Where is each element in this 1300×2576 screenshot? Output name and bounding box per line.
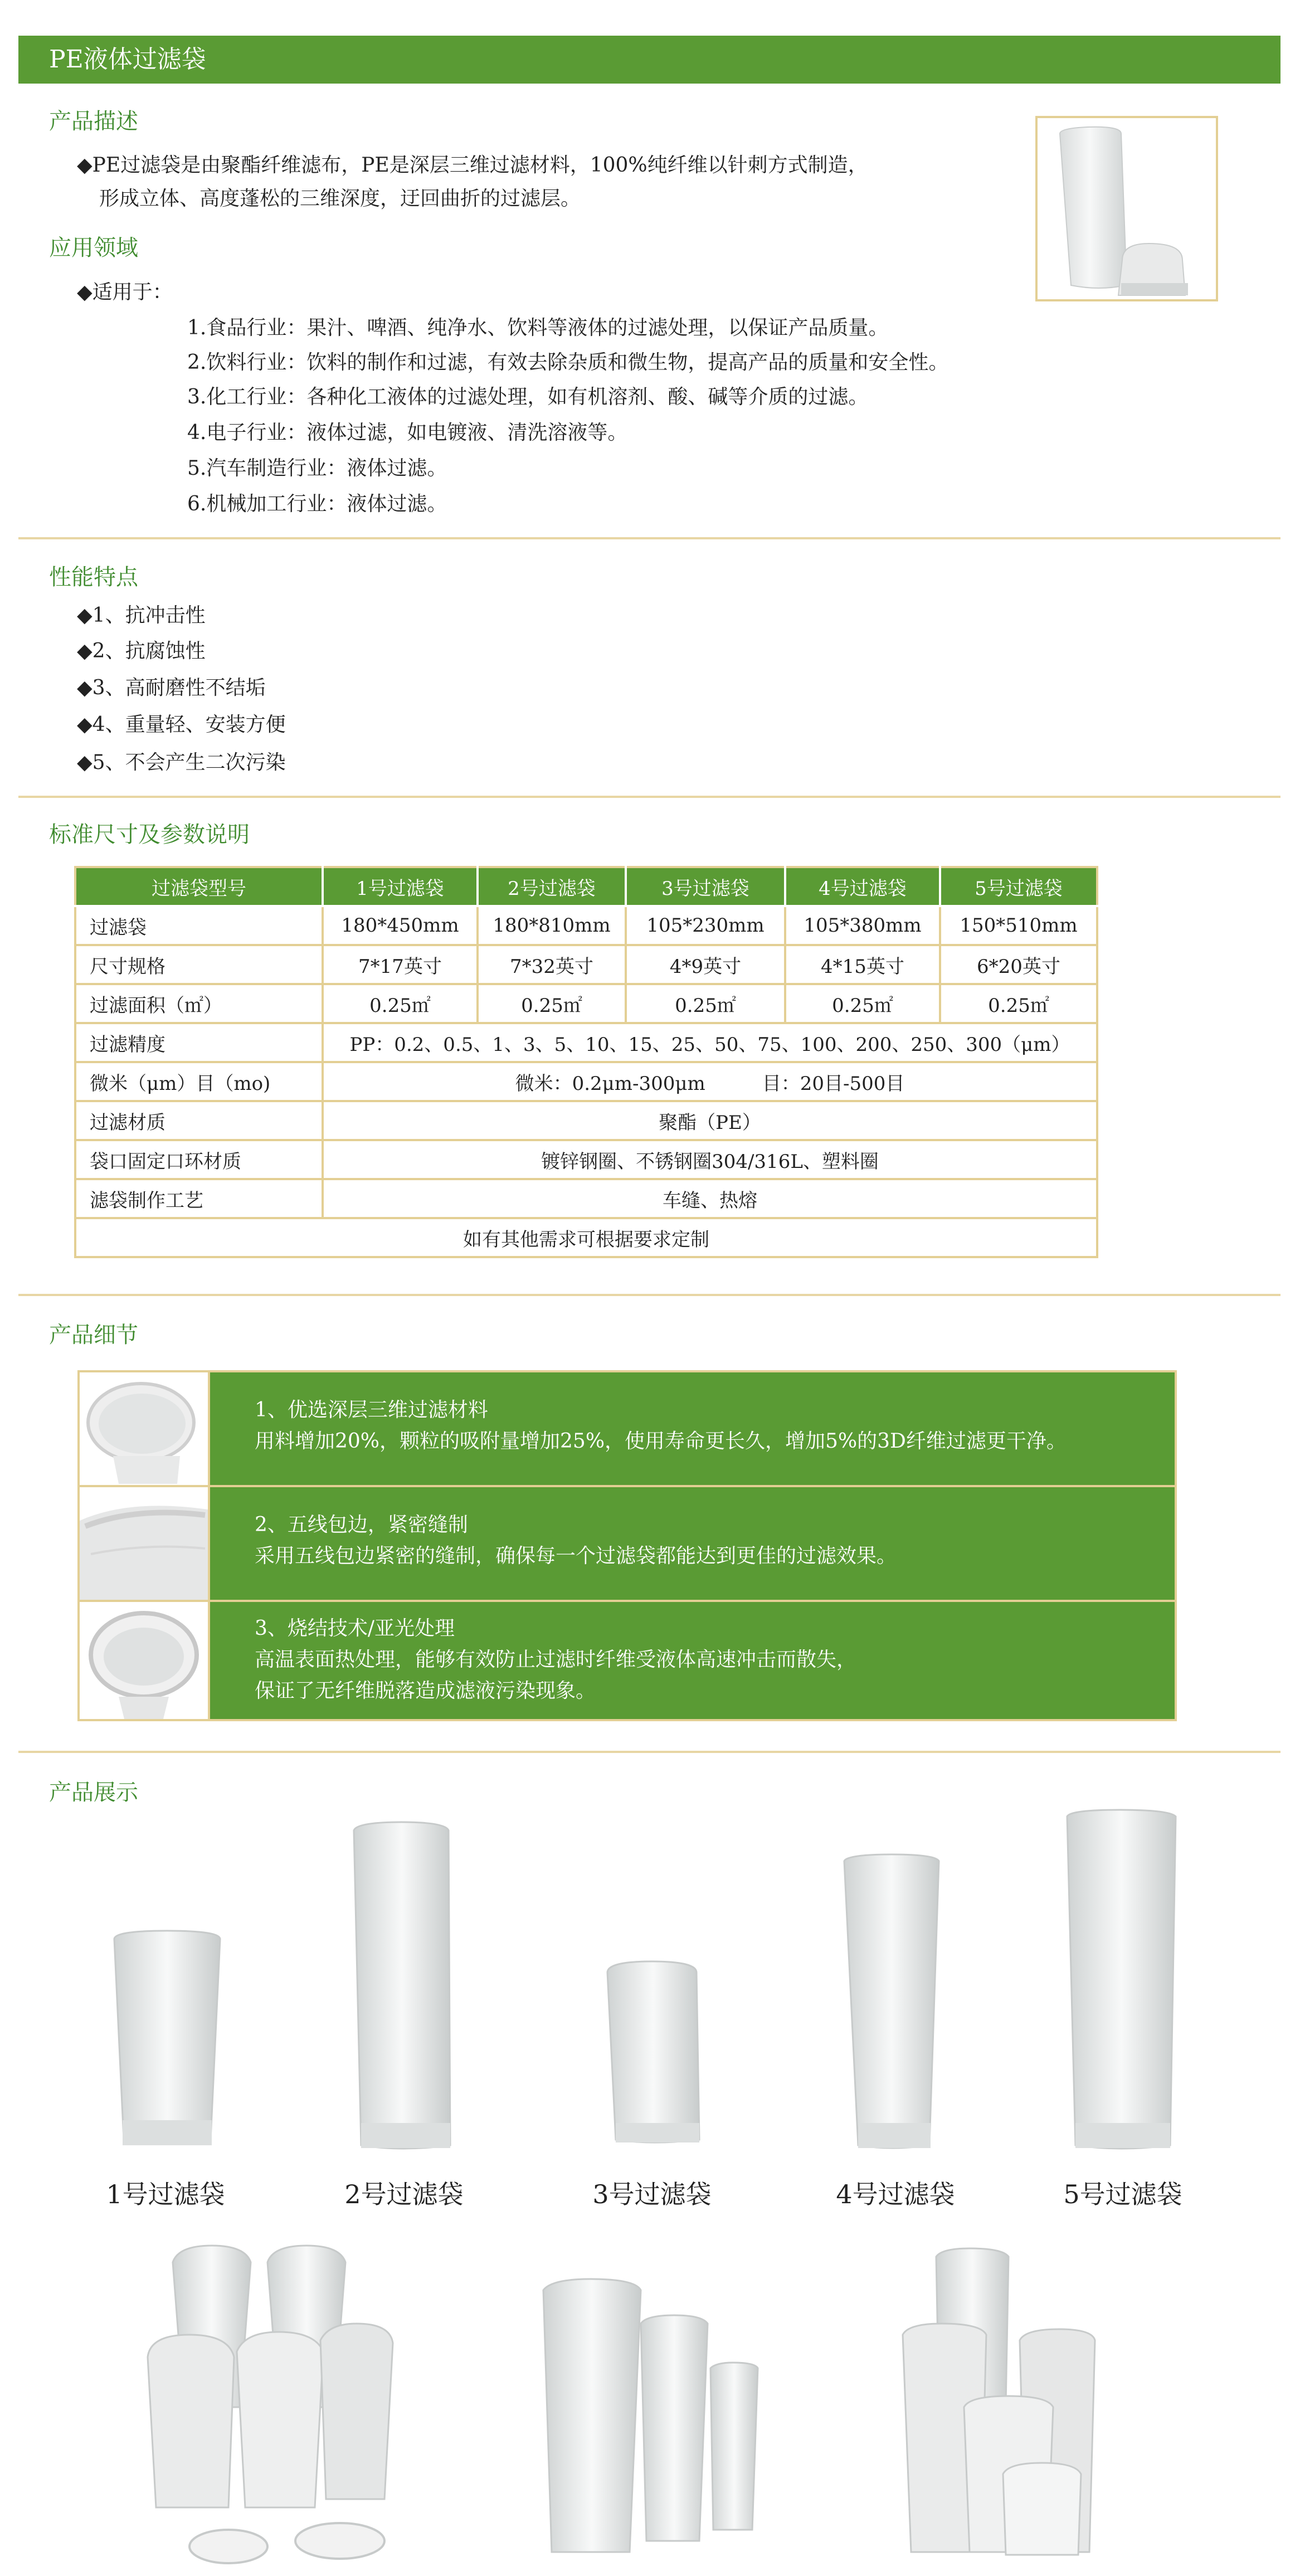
bag-3-photo (607, 1961, 699, 2142)
divider (18, 1294, 1280, 1296)
spec-row-label: 尺寸规格 (75, 945, 323, 984)
spec-row (75, 984, 1097, 1023)
spec-row (75, 1023, 1097, 1062)
spec-cell: 150*510mm (940, 906, 1097, 945)
spec-cell: 车缝、热熔 (323, 1179, 1097, 1218)
page-title: PE液体过滤袋 (49, 45, 206, 74)
group-photo-3 (903, 2248, 1095, 2555)
description-title: 产品描述 (49, 109, 138, 134)
description-line-2: 形成立体、高度蓬松的三维深度，迂回曲折的过滤层。 (99, 187, 581, 210)
spec-cell: 0.25㎡ (940, 984, 1097, 1023)
specs-title: 标准尺寸及参数说明 (49, 822, 250, 848)
spec-cell: 0.25㎡ (323, 984, 478, 1023)
spec-cell: 7*17英寸 (323, 945, 478, 984)
detail-text (210, 1487, 1175, 1600)
spec-footer: 如有其他需求可根据要求定制 (75, 1218, 1097, 1257)
spec-header-cell: 1号过滤袋 (323, 867, 478, 906)
spec-row-label: 袋口固定口环材质 (75, 1140, 323, 1179)
showcase-title: 产品展示 (49, 1780, 138, 1805)
spec-cell: 镀锌钢圈、不锈钢圈304/316L、塑料圈 (323, 1140, 1097, 1179)
spec-cell: 0.25㎡ (478, 984, 626, 1023)
spec-cell: 0.25㎡ (785, 984, 940, 1023)
spec-row (75, 1179, 1097, 1218)
detail-desc: 保证了无纤维脱落造成滤液污染现象。 (255, 1679, 596, 1702)
divider (18, 796, 1280, 798)
spec-row (75, 1101, 1097, 1140)
application-item-1: 1.食品行业：果汁、啤酒、纯净水、饮料等液体的过滤处理，以保证产品质量。 (187, 316, 889, 339)
spec-header-cell: 4号过滤袋 (785, 867, 940, 906)
spec-cell: 180*450mm (323, 906, 478, 945)
detail-desc: 用料增加20%，颗粒的吸附量增加25%，使用寿命更长久，增加5%的3D纤维过滤更干净。 (255, 1430, 1067, 1453)
spec-cell: 微米：0.2μm-300μm 目：20目-500目 (323, 1062, 1097, 1101)
spec-table (74, 866, 1098, 1258)
spec-row-label: 过滤袋 (75, 906, 323, 945)
page-title-bar (18, 36, 1280, 84)
feature-item-3: ◆3、高耐磨性不结垢 (77, 676, 266, 699)
bag-4-photo (844, 1854, 939, 2148)
detail-desc: 采用五线包边紧密的缝制，确保每一个过滤袋都能达到更佳的过滤效果。 (255, 1545, 897, 1567)
description-line-1: ◆PE过滤袋是由聚酯纤维滤布，PE是深层三维过滤材料，100%纯纤维以针刺方式制造， (77, 154, 868, 177)
group-photo-1 (148, 2246, 393, 2563)
divider (18, 537, 1280, 539)
spec-cell: PP：0.2、0.5、1、3、5、10、15、25、50、75、100、200、250、300（μm） (323, 1023, 1097, 1062)
spec-header-cell: 3号过滤袋 (626, 867, 785, 906)
detail-title: 1、优选深层三维过滤材料 (255, 1399, 488, 1421)
application-item-3: 3.化工行业：各种化工液体的过滤处理，如有机溶剂、酸、碱等介质的过滤。 (187, 386, 869, 408)
spec-footer-row (75, 1218, 1097, 1257)
spec-header-cell: 过滤袋型号 (75, 867, 323, 906)
details-title: 产品细节 (49, 1322, 138, 1348)
spec-row-label: 过滤精度 (75, 1023, 323, 1062)
detail-title: 3、烧结技术/亚光处理 (255, 1617, 455, 1640)
bag-caption-5: 5号过滤袋 (1063, 2179, 1182, 2209)
spec-cell: 4*9英寸 (626, 945, 785, 984)
application-item-6: 6.机械加工行业：液体过滤。 (187, 493, 447, 515)
bag-5-photo (1067, 1810, 1176, 2149)
features-title: 性能特点 (49, 564, 138, 590)
bag-caption-1: 1号过滤袋 (106, 2179, 225, 2209)
spec-row-label: 过滤面积（㎡） (75, 984, 323, 1023)
group-photo-2 (543, 2279, 758, 2552)
application-item-2: 2.饮料行业：饮料的制作和过滤，有效去除杂质和微生物，提高产品的质量和安全性。 (187, 351, 949, 374)
application-item-5: 5.汽车制造行业：液体过滤。 (187, 457, 447, 480)
detail-photo-2 (80, 1487, 208, 1600)
application-title: 应用领域 (49, 235, 138, 261)
spec-row (75, 1140, 1097, 1179)
spec-row (75, 945, 1097, 984)
detail-item (80, 1602, 1175, 1719)
spec-row (75, 906, 1097, 945)
spec-row-label: 微米（μm）目（mo) (75, 1062, 323, 1101)
spec-cell: 105*380mm (785, 906, 940, 945)
feature-item-5: ◆5、不会产生二次污染 (77, 751, 286, 774)
detail-text (210, 1602, 1175, 1719)
bag-caption-2: 2号过滤袋 (344, 2179, 464, 2209)
application-item-4: 4.电子行业：液体过滤，如电镀液、清洗溶液等。 (187, 421, 628, 444)
feature-item-4: ◆4、重量轻、安装方便 (77, 713, 286, 736)
bag-caption-3: 3号过滤袋 (592, 2179, 712, 2209)
detail-desc: 高温表面热处理，能够有效防止过滤时纤维受液体高速冲击而散失， (255, 1648, 857, 1671)
detail-item (80, 1372, 1175, 1485)
feature-item-1: ◆1、抗冲击性 (77, 604, 206, 627)
spec-row-label: 过滤材质 (75, 1101, 323, 1140)
spec-header-cell: 5号过滤袋 (940, 867, 1097, 906)
spec-cell: 聚酯（PE） (323, 1101, 1097, 1140)
detail-item (80, 1487, 1175, 1600)
spec-cell: 0.25㎡ (626, 984, 785, 1023)
spec-header-cell: 2号过滤袋 (478, 867, 626, 906)
detail-title: 2、五线包边，紧密缝制 (255, 1513, 468, 1536)
bag-caption-4: 4号过滤袋 (836, 2179, 955, 2209)
divider (18, 1751, 1280, 1753)
detail-text (210, 1372, 1175, 1485)
spec-row (75, 1062, 1097, 1101)
spec-cell: 4*15英寸 (785, 945, 940, 984)
product-photo (1035, 116, 1218, 301)
spec-cell: 6*20英寸 (940, 945, 1097, 984)
spec-cell: 180*810mm (478, 906, 626, 945)
spec-cell: 7*32英寸 (478, 945, 626, 984)
bag-1-photo (114, 1931, 220, 2145)
spec-cell: 105*230mm (626, 906, 785, 945)
bag-2-photo (354, 1822, 450, 2149)
detail-photo-1 (80, 1372, 208, 1485)
application-intro: ◆适用于： (77, 281, 173, 304)
spec-row-label: 滤袋制作工艺 (75, 1179, 323, 1218)
spec-header-row (75, 867, 1097, 906)
details-panel (77, 1370, 1177, 1721)
feature-item-2: ◆2、抗腐蚀性 (77, 640, 206, 663)
detail-photo-3 (80, 1602, 208, 1719)
